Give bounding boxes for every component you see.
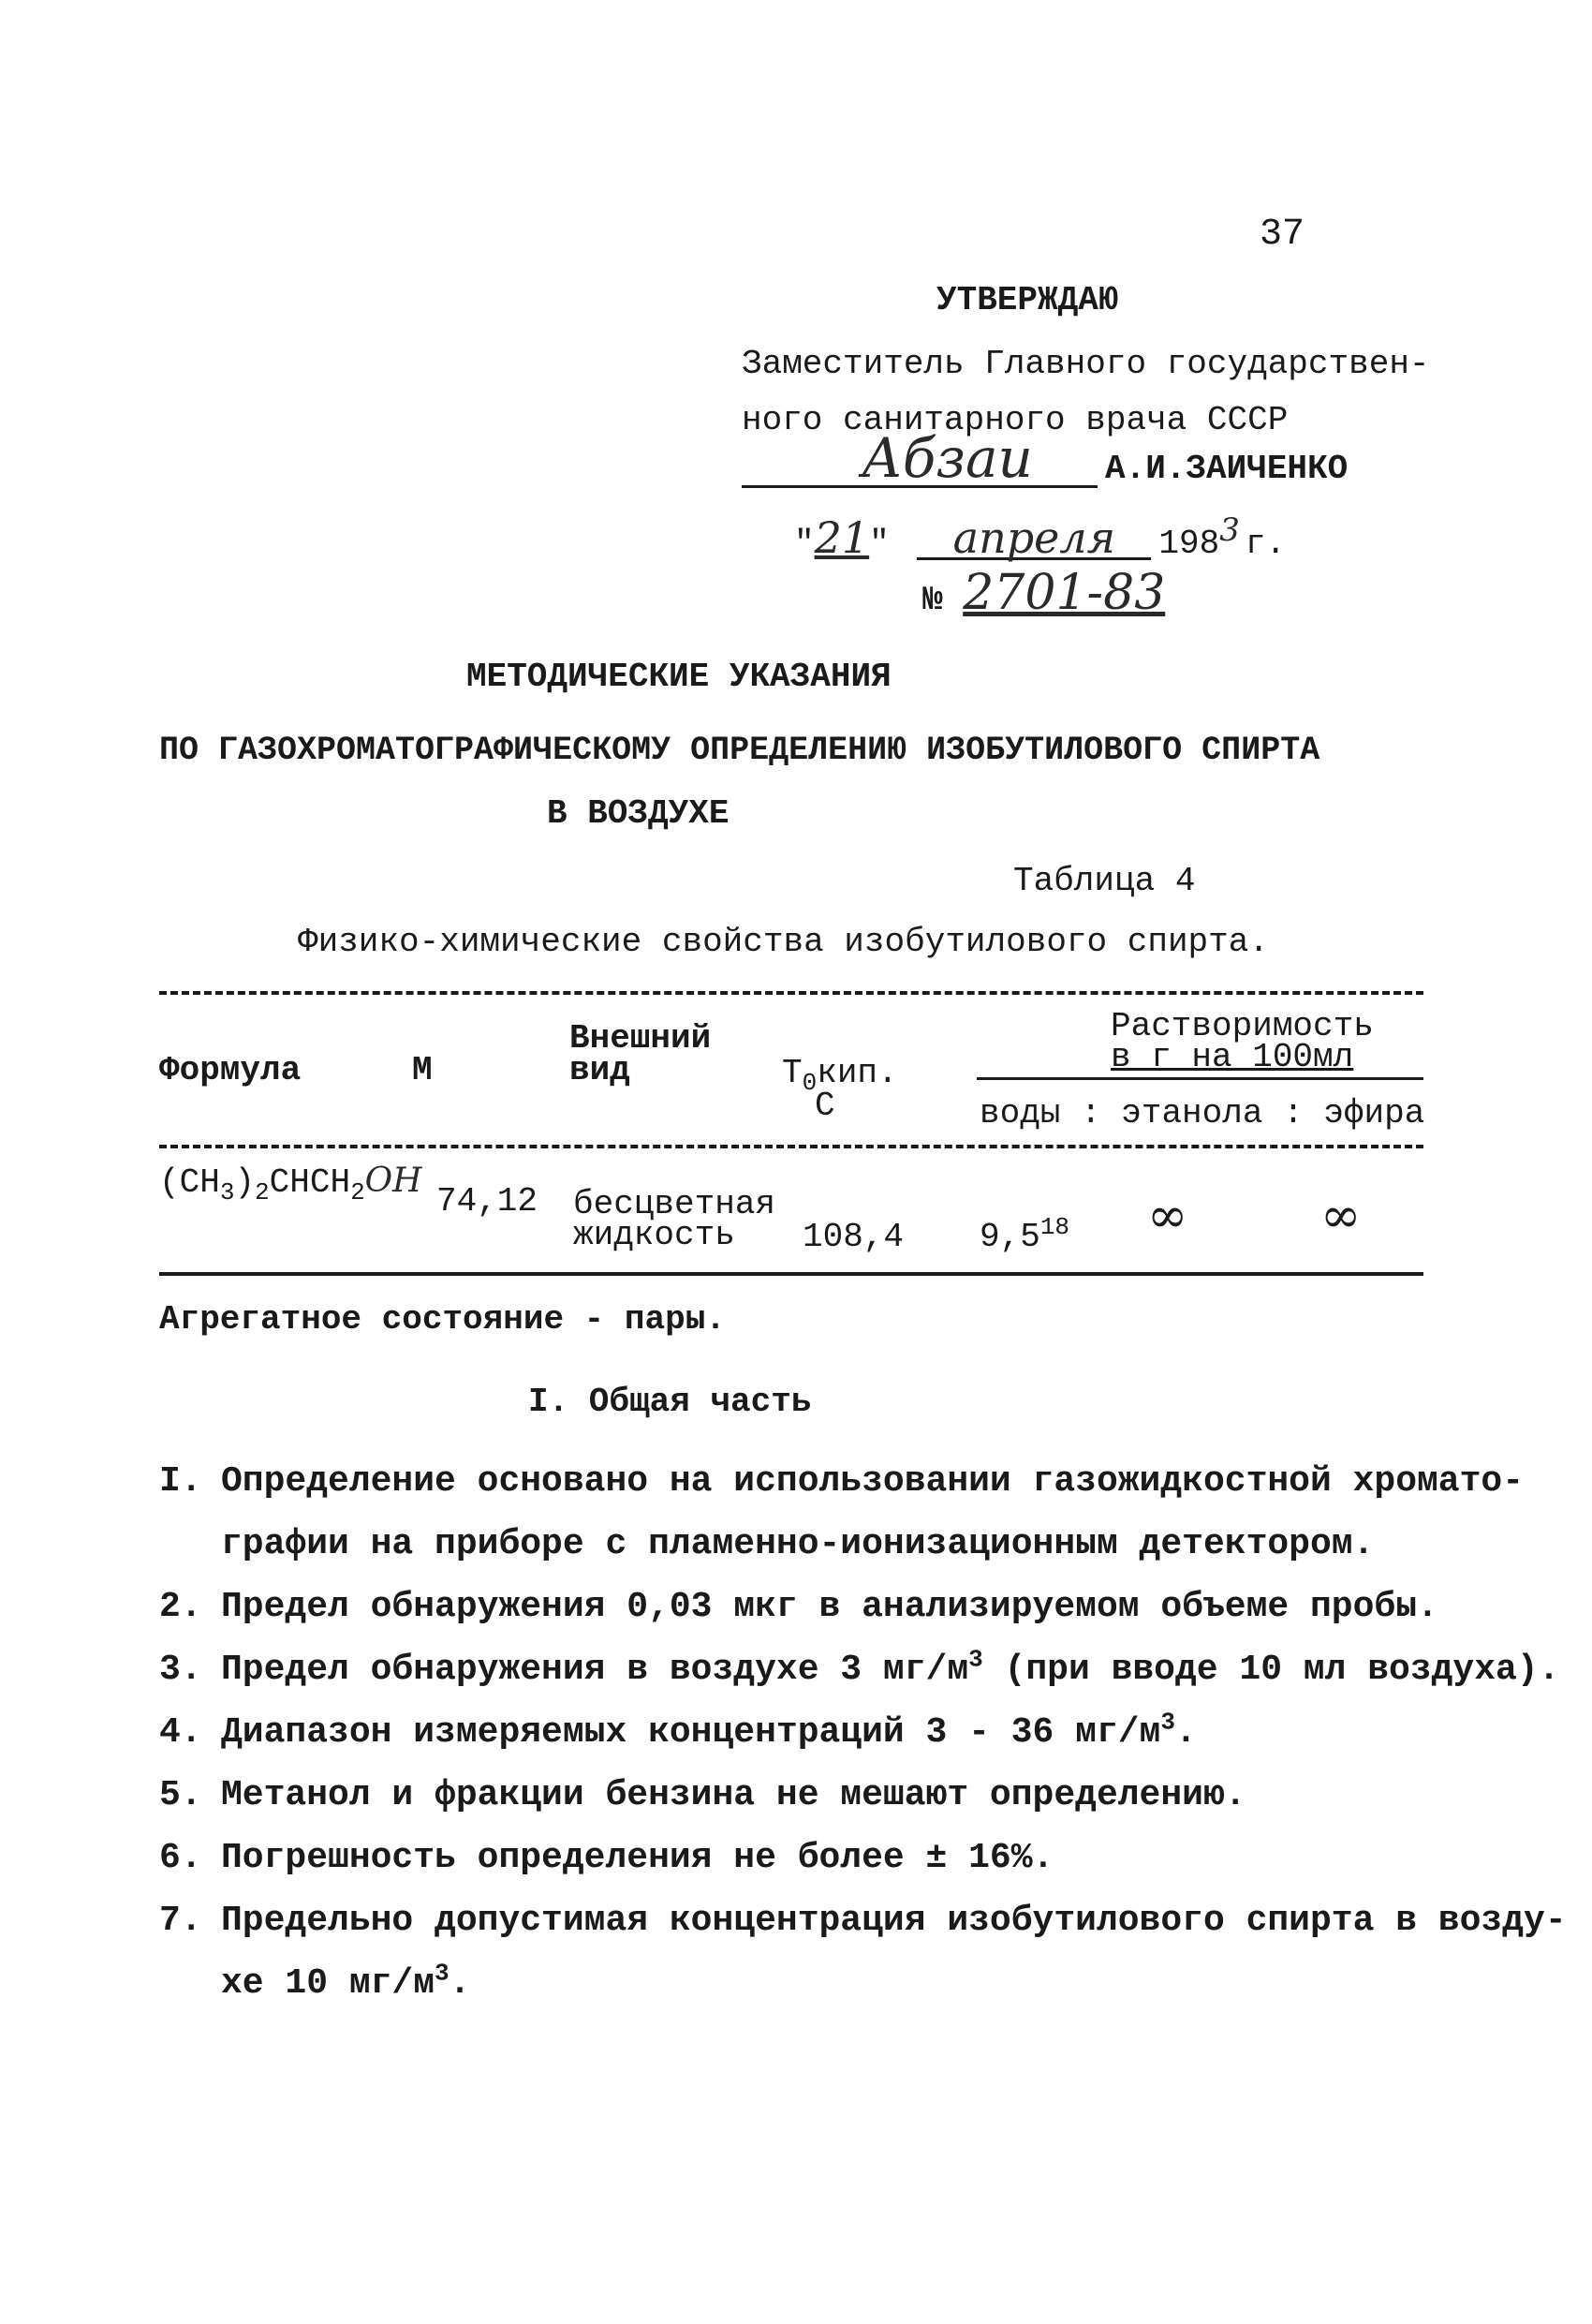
row-appearance-2: жидкость — [573, 1216, 735, 1254]
list-item-continuation: хе 10 $мг/м^3$. — [221, 1959, 471, 2004]
title-line-2: ПО ГАЗОХРОМАТОГРАФИЧЕСКОМУ ОПРЕДЕЛЕНИЮ ИЗОБУТИЛОВОГО СПИРТА — [159, 732, 1320, 769]
row-appearance-1: бесцветная — [573, 1185, 776, 1223]
list-item: 6. Погрешность определения не более ± 16%. — [159, 1838, 1054, 1878]
row-formula: $(CH_3)_2CHCH_2OH$ — [159, 1162, 422, 1207]
header-water: воды : этанола : эфира — [980, 1094, 1425, 1132]
header-appearance-1: Внешний — [569, 1019, 712, 1058]
approval-heading: УТВЕРЖДАЮ — [936, 281, 1119, 319]
header-solubility-1: Растворимость — [1111, 1007, 1374, 1045]
aggregate-state: Агрегатное состояние - пары. — [159, 1300, 726, 1339]
row-boiling: 108,4 — [803, 1218, 905, 1256]
page-number: 37 — [1260, 214, 1305, 256]
row-ethanol: ∞ — [1147, 1188, 1188, 1244]
header-m: М — [412, 1051, 433, 1089]
list-item: 2. Предел обнаружения 0,03 мкг в анализируемом объеме пробы. — [159, 1587, 1438, 1627]
approval-date: "21" апреля 1983 г. — [794, 511, 1287, 563]
list-item: I. Определение основано на использовании газожидкостной хромато- — [159, 1461, 1525, 1502]
date-day: 21 — [814, 512, 870, 563]
list-item: 5. Метанол и фракции бензина не мешают определению. — [159, 1775, 1246, 1815]
list-item: 4. Диапазон измеряемых концентраций 3 - 36 $мг/м^3$. — [159, 1708, 1197, 1753]
row-water: $9,5^{18}$ — [980, 1213, 1070, 1256]
row-ether: ∞ — [1320, 1188, 1362, 1244]
table-bottom-rule — [159, 1272, 1423, 1276]
header-boiling-unit: С — [815, 1087, 835, 1125]
table-label: Таблица 4 — [1013, 862, 1196, 900]
approval-number: № 2701-83 — [922, 565, 1166, 621]
table-caption: Физико-химические свойства изобутилового спирта. — [298, 923, 1269, 961]
table-header-rule — [159, 1145, 1423, 1148]
header-ether: эфира — [1323, 1094, 1425, 1132]
header-boiling: $Т_0кип$. — [782, 1054, 898, 1098]
approval-number-value: 2701-83 — [963, 565, 1166, 621]
table-top-rule — [159, 991, 1423, 995]
approver-name: А.И.ЗАИЧЕНКО — [1105, 450, 1349, 488]
header-ethanol: этанола — [1121, 1094, 1263, 1132]
header-appearance-2: вид — [569, 1051, 630, 1089]
date-month: апреля — [917, 518, 1151, 560]
row-m: 74,12 — [436, 1182, 538, 1221]
solubility-rule — [977, 1077, 1423, 1080]
list-item: 7. Предельно допустимая концентрация изобутилового спирта в возду- — [159, 1901, 1567, 1941]
approval-line-2: ного санитарного врача СССР — [742, 401, 1289, 439]
list-item-continuation: графии на приборе с пламенно-ионизационным детектором. — [221, 1524, 1375, 1564]
title-line-1: МЕТОДИЧЕСКИЕ УКАЗАНИЯ — [466, 658, 892, 696]
approval-line-1: Заместитель Главного государствен- — [742, 345, 1430, 383]
header-solubility-2: в г на 100мл — [1111, 1038, 1354, 1076]
signature: Абзаи — [862, 426, 1033, 490]
header-formula: Формула — [159, 1051, 302, 1089]
section-heading: I. Общая часть — [528, 1383, 812, 1421]
title-line-3: В ВОЗДУХЕ — [547, 794, 730, 833]
list-item: 3. Предел обнаружения в воздухе 3 $мг/м^3$ (при вводе 10 мл воздуха). — [159, 1645, 1560, 1690]
